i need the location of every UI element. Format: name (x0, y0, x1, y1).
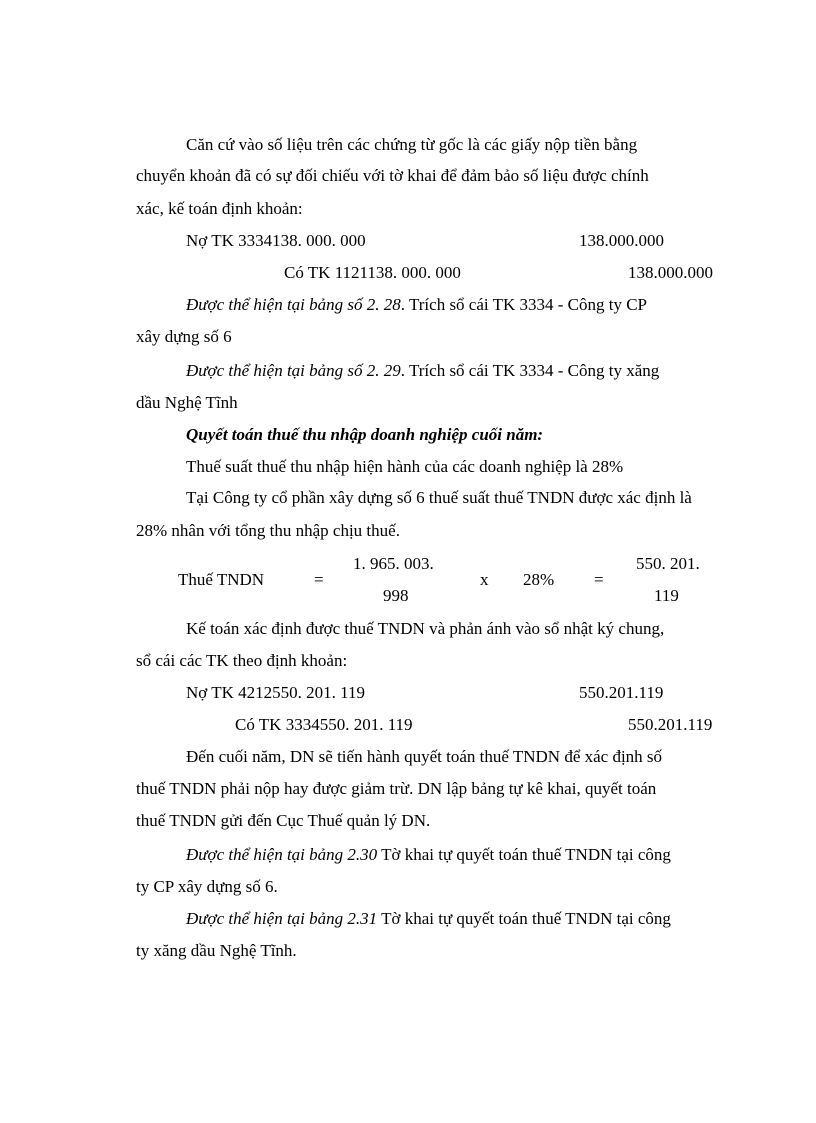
reference-3-line-1 (186, 845, 671, 865)
reference-1-line-1 (186, 295, 647, 315)
reference-2-line-1 (186, 361, 659, 381)
paragraph-4-line-1: Kế toán xác định được thuế TNDN và phản ánh vào sổ nhật ký chung, (186, 619, 665, 638)
formula-equals-2: = (594, 570, 604, 589)
paragraph-5-line-2: thuế TNDN phải nộp hay được giảm trừ. DN lập bảng tự kê khai, quyết toán (136, 779, 657, 798)
entry-1-debit-amount: 138.000.000 (579, 231, 664, 250)
paragraph-2: Thuế suất thuế thu nhập hiện hành của các doanh nghiệp là 28% (186, 457, 624, 476)
entry-2-credit-amount: 550.201.119 (628, 715, 713, 734)
paragraph-1-line-3: xác, kế toán định khoản: (136, 199, 303, 218)
reference-1-text: . Trích sổ cái TK 3334 - Công ty CP (400, 295, 647, 314)
paragraph-1-line-2: chuyển khoản đã có sự đối chiếu với tờ khai để đảm bảo số liệu được chính (136, 166, 649, 185)
reference-4-text: Tờ khai tự quyết toán thuế TNDN tại công (377, 909, 671, 928)
entry-1-credit-account: Có TK 1121138. 000. 000 (284, 263, 461, 282)
paragraph-4-line-2: sổ cái các TK theo định khoản: (136, 651, 348, 670)
reference-4-line-2: ty xăng dầu Nghệ Tĩnh. (136, 941, 297, 960)
reference-4-line-1 (186, 909, 671, 929)
formula-equals-1: = (314, 570, 324, 589)
paragraph-3-line-1: Tại Công ty cổ phần xây dựng số 6 thuế suất thuế TNDN được xác định là (186, 488, 692, 507)
formula-label: Thuế TNDN (178, 570, 265, 589)
paragraph-3-line-2: 28% nhân với tổng thu nhập chịu thuế. (136, 521, 400, 540)
paragraph-1-line-1: Căn cứ vào số liệu trên các chứng từ gốc là các giấy nộp tiền bằng (186, 135, 638, 154)
entry-2-debit-account: Nợ TK 4212550. 201. 119 (186, 683, 365, 702)
entry-2-credit-account: Có TK 3334550. 201. 119 (235, 715, 413, 734)
reference-2-text: . Trích sổ cái TK 3334 - Công ty xăng (400, 361, 660, 380)
paragraph-5-line-1: Đến cuối năm, DN sẽ tiến hành quyết toán thuế TNDN để xác định số (186, 747, 663, 766)
formula-result-top: 550. 201. (636, 554, 700, 573)
formula-income-top: 1. 965. 003. (353, 554, 434, 573)
formula-result-bottom: 119 (654, 586, 679, 605)
reference-1-italic: Được thể hiện tại bảng số 2. 28 (186, 295, 401, 314)
formula-income-bottom: 998 (383, 586, 409, 605)
formula-rate: 28% (523, 570, 555, 589)
entry-2-debit-amount: 550.201.119 (579, 683, 664, 702)
paragraph-5-line-3: thuế TNDN gửi đến Cục Thuế quản lý DN. (136, 811, 431, 830)
reference-2-line-2: dầu Nghệ Tĩnh (136, 393, 238, 412)
reference-4-italic: Được thể hiện tại bảng 2.31 (186, 909, 378, 928)
reference-3-text: Tờ khai tự quyết toán thuế TNDN tại công (377, 845, 671, 864)
reference-3-italic: Được thể hiện tại bảng 2.30 (186, 845, 378, 864)
entry-1-credit-amount: 138.000.000 (628, 263, 713, 282)
entry-1-debit-account: Nợ TK 3334138. 000. 000 (186, 231, 366, 250)
reference-2-italic: Được thể hiện tại bảng số 2. 29 (186, 361, 401, 380)
reference-3-line-2: ty CP xây dựng số 6. (136, 877, 278, 896)
section-heading: Quyết toán thuế thu nhập doanh nghiệp cuối năm: (186, 425, 544, 444)
reference-1-line-2: xây dựng số 6 (136, 327, 232, 346)
formula-times: x (480, 570, 489, 589)
